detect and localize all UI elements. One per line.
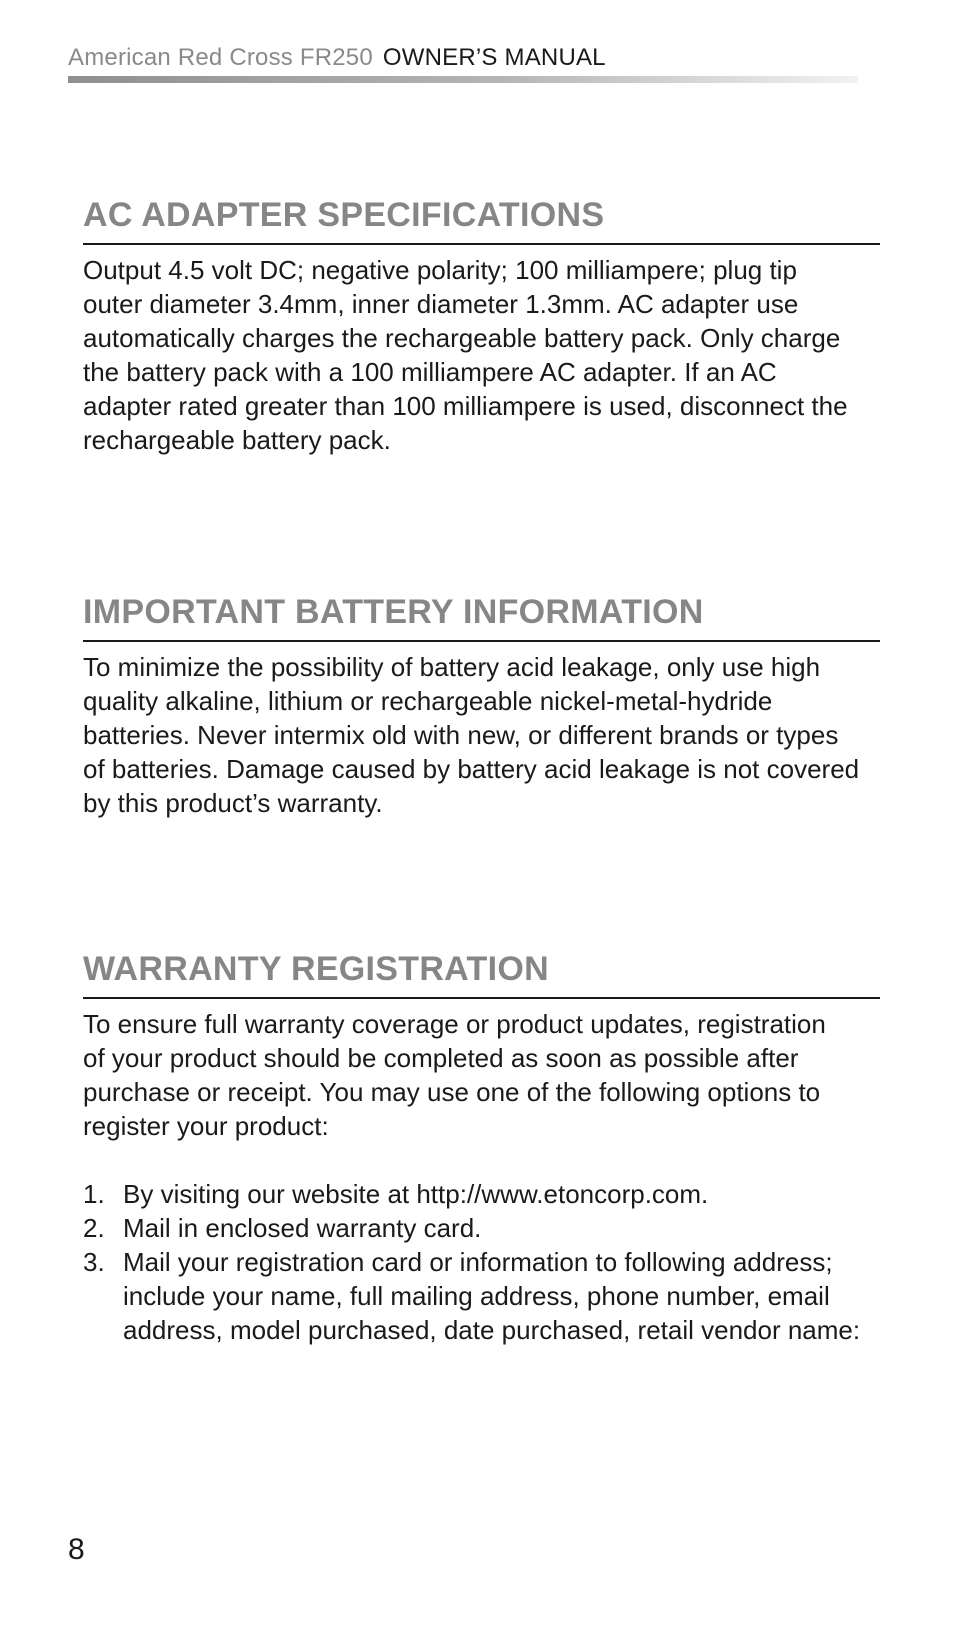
list-item-text: By visiting our website at http://www.etoncorp.com. (123, 1179, 709, 1209)
header-rule (68, 76, 858, 83)
running-header (68, 44, 606, 72)
list-item-number: 3. (83, 1247, 105, 1277)
section-ac-adapter (83, 193, 883, 457)
page-number: 8 (68, 1533, 85, 1566)
list-item (83, 1211, 883, 1245)
manual-title: OWNER’S MANUAL (382, 44, 606, 71)
registration-options-list (83, 1177, 883, 1347)
section-body: Output 4.5 volt DC; negative polarity; 100 milliampere; plug tip outer diameter 3.4mm, inner diameter 1.3mm. AC adapter use automatically charges the rechargeable battery pack. Only charge the battery pack with a 100 milliampere AC adapter. If an AC adapter rated greater than 100 milliampere is used, disconnect the rechargeable battery pack. (83, 255, 848, 455)
section-battery-info (83, 590, 883, 820)
section-warranty-registration (83, 947, 883, 1347)
list-item-text: Mail in enclosed warranty card. (123, 1213, 482, 1243)
list-item-text: Mail your registration card or information to following address; include your name, full mailing address, phone number, email address, model purchased, date purchased, retail vendor name: (123, 1247, 861, 1345)
section-title: WARRANTY REGISTRATION (83, 947, 880, 999)
list-item-number: 1. (83, 1179, 105, 1209)
list-item-number: 2. (83, 1213, 105, 1243)
section-title: AC ADAPTER SPECIFICATIONS (83, 193, 880, 245)
section-body: To ensure full warranty coverage or product updates, registration of your product should be completed as soon as possible after purchase or receipt. You may use one of the following options to register your product: (83, 1009, 826, 1141)
product-name: American Red Cross FR250 (68, 44, 373, 71)
list-item (83, 1245, 883, 1347)
section-body: To minimize the possibility of battery acid leakage, only use high quality alkaline, lithium or rechargeable nickel-metal-hydride batteries. Never intermix old with new, or different brands or types of batteries. Damage caused by battery acid leakage is not covered by this product’s warranty. (83, 652, 860, 818)
section-title: IMPORTANT BATTERY INFORMATION (83, 590, 880, 642)
list-item (83, 1177, 883, 1211)
